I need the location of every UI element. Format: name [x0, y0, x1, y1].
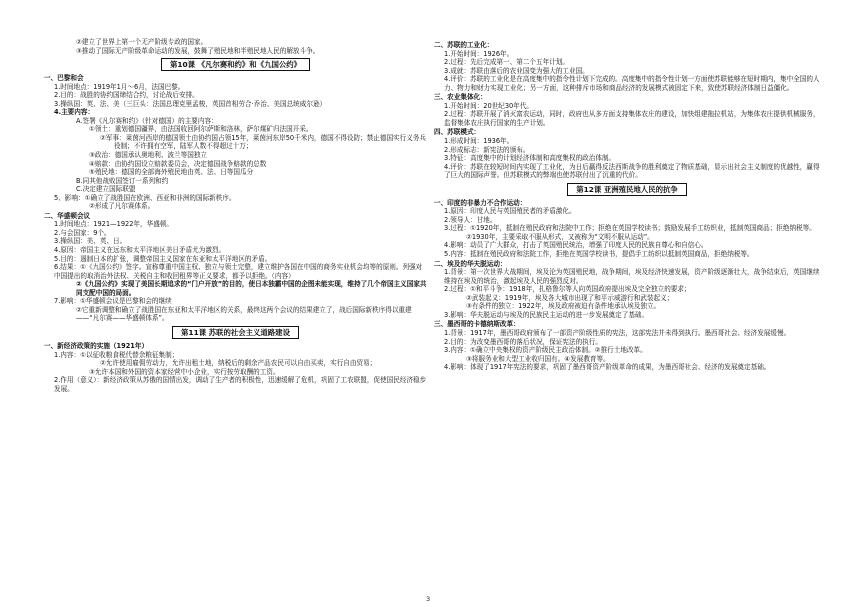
india-cause: 1.原因：印度人民与英国殖民者的矛盾激化。	[444, 207, 576, 216]
paris-content-label: 4.主要内容：	[54, 108, 95, 117]
egypt-heading: 二、埃及的华夫脱运动：	[434, 259, 507, 268]
intro-point-2: ②建立了世界上第一个无产阶级专政的国家。	[76, 38, 208, 46]
india-process-1: 3.过程：①1920年，抵制在殖民政府和法院中工作；拒绝在英国学校读书；鼓励发展手工纺织业，抵制英国商品；拒绝纳税等。	[444, 224, 816, 233]
mexico-content-1: 3.内容：①确立中央集权的资产阶级民主政治体制。②推行土地改革。	[444, 346, 647, 355]
lesson-11-title: 第11课 苏联的社会主义道路建设	[172, 326, 299, 339]
collective-heading: 三、农业集体化：	[434, 93, 487, 102]
treaty-military: ②军事：莱茵河西岸的德国领土由协约国占领15年，莱茵河东岸50千米内，德国不得设防；禁止德国实行义务兵役制；不许拥有空军，陆军人数不得超过十万；	[100, 133, 427, 151]
industrial-start: 1.开始时间：1926年。	[444, 49, 514, 58]
paris-impact-2: ②形成了凡尔赛体系。	[89, 202, 155, 211]
paris-heading: 一、巴黎和会	[44, 74, 84, 83]
washington-cause: 4.原因：帝国主义在远东和太平洋地区美日矛盾尤为激烈。	[54, 246, 226, 255]
right-column	[434, 40, 820, 372]
egypt-process-2: ②武装起义：1919年，埃及各大城市出现了和平示威游行和武装起义；	[466, 293, 674, 302]
washington-time: 1.时间地点：1921—1922年，华盛顿。	[54, 220, 173, 229]
mexico-heading: 三、墨西哥的卡德纳斯改革：	[434, 320, 520, 329]
intro-point-3: ③推动了国际无产阶级革命运动的发展，鼓舞了殖民地和半殖民地人民的解放斗争。	[76, 46, 320, 55]
egypt-process-1: 2.过程：①和平斗争：1918年，扎格鲁尔等人向英国政府提出埃及完全独立的要求；	[444, 285, 691, 294]
washington-impact-2: ②它重新调整和确立了战胜国在东亚和太平洋地区的关系，最终这两个会议的结果建立了，战后国际新秩序得以重建——“凡尔赛——华盛顿体系”。	[76, 305, 412, 323]
washington-controllers: 3.操纵国：美、英、日。	[54, 237, 127, 246]
paris-controllers: 3.操纵国：英、法、美（三巨头：法国总理克里孟梭，英国首相劳合·乔治、美国总统威尔逊）	[54, 99, 327, 108]
washington-heading: 二、华盛顿会议	[44, 211, 91, 220]
collective-start: 1.开始时间：20世纪30年代。	[444, 101, 534, 110]
industrial-evaluation: 4.评价：苏联的工业化是在高度集中的指令性计划下完成的。高度集中的指令性计划一方面使苏联能够在短时期内，集中全国的人力、物力和财力实现工业化；另一方面，这种排斥市场和商品经济的发展模式被固定下来，致使苏联经济体制日益僵化。	[444, 75, 820, 92]
paris-treaty-b: B.同其他战败国签订一系列和约	[76, 176, 169, 185]
egypt-impact: 3.影响：华夫脱运动与埃及的民族民主运动的进一步发展奠定了基础。	[444, 310, 649, 319]
egypt-process-3: ③有条件的独立：1922年，埃及政府被迫有条件地承认埃及独立。	[466, 302, 661, 311]
lesson-10-title: 第10课 《凡尔赛和约》和《九国公约》	[161, 58, 310, 71]
paris-treaty-c: C.决定建立国际联盟	[76, 185, 136, 194]
paris-purpose: 2.目的：战胜的协约国缔结合约，讨论战后安排。	[54, 91, 199, 100]
washington-result-1: 6.结果：①《九国公约》签字。宣称尊重中国主权、独立与领土完整，建立维护各国在中国的商务实业机会均等的原则。列强对中国提出的取消治外法权、关税自主和收回租界等正义要求，都予以拒绝。（内容）	[54, 263, 423, 280]
egypt-background: 1.背景：第一次世界大战期间，埃及沦为英国殖民地，战争期间，埃及经济快速发展，资产阶级逐渐壮大，战争结束后，英国继续维持在埃及的统治，激起埃及人民的强烈反对。	[444, 268, 820, 285]
india-heading: 一、印度的非暴力不合作运动：	[434, 198, 527, 207]
left-column	[44, 38, 427, 393]
washington-purpose: 5.目的：遏制日本的扩张，调整帝国主义国家在东亚和太平洋地区的矛盾。	[54, 254, 272, 263]
mexico-background: 1.背景：1917年，墨西哥政府颁布了一部资产阶级性质的宪法，这部宪法并未得到执行。墨西哥社会、经济发展缓慢。	[444, 328, 791, 337]
paris-time: 1.时间地点：1919年1月～6月，法国巴黎。	[54, 82, 185, 91]
model-sign: 2.形成标志：新宪法的颁布。	[444, 145, 530, 154]
industrial-achievement: 3.成就：苏联由落后的农业国变为强大的工业国。	[444, 66, 589, 75]
washington-countries: 2.与会国家：9个。	[54, 228, 111, 237]
collective-process: 2.过程：苏联开展了消灭富农运动，同时，政府也从多方面支持集体农庄的建设，加快组建拖拉机站，为集体农庄提供机械服务，监督集体农庄执行国家的生产计划。	[444, 110, 820, 127]
mexico-purpose: 2.目的：为改变墨西哥的落后状况，保证宪法的执行。	[444, 337, 602, 346]
treaty-territory: ①领土：重划德国疆界，由法国收回阿尔萨斯和洛林，萨尔煤矿归法国开采。	[89, 125, 313, 134]
india-leader: 2.领导人：甘地。	[444, 215, 497, 224]
model-heading: 四、苏联模式：	[434, 128, 481, 137]
india-impact: 4.影响：动员了广大群众，打击了英国殖民统治，增强了印度人民的民族自尊心和自信心。	[444, 241, 708, 250]
india-content: 5.内容：抵制在殖民政府和法院工作，拒绝在英国学校读书，提倡手工纺织以抵制英国商品，拒绝纳税等。	[444, 250, 754, 259]
lesson-12-title: 第12课 亚洲殖民地人民的抗争	[567, 183, 687, 196]
paris-treaty-a: A.签署《凡尔赛和约》（针对德国）的主要内容：	[76, 116, 218, 125]
paris-impact: 5、影响：①确立了战胜国在欧洲、西亚和非洲的国际新秩序。	[54, 193, 236, 202]
washington-result-2: ②《九国公约》实现了美国长期追求的“门户开放”的目的，使日本独霸中国的企图未能实现，维持了几个帝国主义国家共同支配中国的局面。	[76, 280, 427, 297]
nep-effect: 2.作用（意义）：新经济政策从苏俄的国情出发，调动了生产者的积极性，迅速缓解了危机，巩固了工农联盟，促使国民经济稳步发展。	[54, 376, 427, 393]
treaty-politics: ③政治：德国承认奥地利、波兰等国独立	[89, 151, 208, 160]
treaty-colonies: ⑤殖民地：德国的全部海外殖民地由英、法、日等国瓜分	[89, 168, 254, 177]
mexico-content-2: ③将服务业和大型工业收归国有。④发展教育等。	[466, 354, 610, 363]
treaty-reparations: ④赔款：由协约国设立赔款委员会，决定德国战争赔款的总数	[89, 159, 267, 168]
nep-content-3: ③允许本国和外国的资本家经营中小企业，实行按劳取酬的工资。	[89, 367, 280, 376]
india-process-2: ②1930年，主要采取不服从形式，又被称为“文明不服从运动”。	[466, 232, 654, 241]
nep-content-1: 1.内容：①以征收粮食税代替余粮征集制；	[54, 350, 179, 359]
model-evaluation: 4.评价：苏联在较短时间内实现了工业化，为日后赢得反法西斯战争的胜利奠定了物质基础，显示出社会主义制度的优越性，赢得了巨大的国际声誉。但苏联模式的弊端也使苏联付出了沉重的代价。	[444, 162, 820, 180]
mexico-impact: 4.影响：体现了1917年宪法的要求，巩固了墨西哥资产阶级革命的成果，为墨西哥社会、经济的发展奠定基础。	[444, 363, 771, 372]
industrial-process: 2.过程：先后完成第一、第二个五年计划。	[444, 58, 569, 67]
page-number: 3	[426, 595, 431, 603]
nep-content-2: ②允许使用雇佣劳动力，允许出租土地，纳税后的剩余产品农民可以自由买卖，实行自由贸易；	[100, 359, 377, 368]
model-time: 1.形成时间：1936年。	[444, 137, 514, 146]
model-feature: 3.特征：高度集中的计划经济体制和高度集权的政治体制。	[444, 154, 616, 163]
nep-heading: 一、新经济政策的实施（1921年）	[44, 341, 149, 350]
washington-impact-1: 7.影响：①华盛顿会议是巴黎和会的继续	[54, 297, 172, 306]
industrial-heading: 二、苏联的工业化：	[434, 41, 494, 49]
